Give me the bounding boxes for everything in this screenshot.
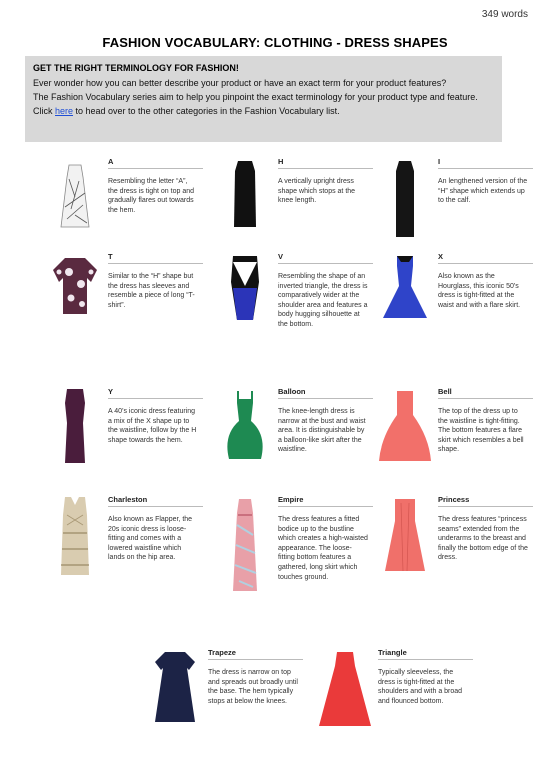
dress-description: A vertically upright dress shape which stops at the knee length. bbox=[278, 178, 356, 205]
princess-dress-icon bbox=[375, 495, 435, 595]
dress-name: Princess bbox=[438, 495, 533, 507]
intro-heading: GET THE RIGHT TERMINOLOGY FOR FASHION! bbox=[33, 63, 239, 73]
bell-dress-icon bbox=[375, 387, 435, 487]
i-dress-icon bbox=[375, 157, 435, 257]
trapeze-dress-icon bbox=[145, 648, 205, 748]
empire-dress-icon bbox=[215, 495, 275, 595]
dress-description: The dress is narrow on top and spreads out broadly until the base. The hem typically stops at below the knees. bbox=[208, 669, 298, 705]
triangle-dress-icon bbox=[315, 648, 375, 748]
dress-description: Also known as Flapper, the 20s iconic dress is loose-fitting and comes with a lowered waistline which lands on the hip area. bbox=[108, 516, 193, 562]
dress-description: Also known as the Hourglass, this iconic 50’s dress is tight-fitted at the waist and with a flare skirt. bbox=[438, 273, 521, 309]
intro-line-3-pre: Click bbox=[33, 106, 55, 116]
intro-box bbox=[25, 56, 502, 142]
dress-description: A 40’s iconic dress featuring a mix of the X shape up to the waistline, follow by the H shape towards the hem. bbox=[108, 408, 197, 444]
h-dress-icon bbox=[215, 157, 275, 257]
intro-line-2: The Fashion Vocabulary series aim to help you pinpoint the exact terminology for your product type and feature. bbox=[33, 92, 478, 102]
page-title: FASHION VOCABULARY: CLOTHING - DRESS SHAPES bbox=[102, 35, 448, 50]
dress-name: Bell bbox=[438, 387, 533, 399]
word-count: 349 words bbox=[481, 9, 528, 20]
categories-link[interactable]: here bbox=[55, 106, 74, 116]
dress-description: The dress features a fitted bodice up to the bustline which creates a high-waisted appearance. The loose-fitting bottom features a gathered, long skirt which touches ground. bbox=[278, 516, 368, 581]
intro-line-3 bbox=[33, 104, 494, 118]
dress-description: Typically sleeveless, the dress is tight-fitted at the shoulders and with a broad and flounced bottom. bbox=[378, 669, 463, 705]
dress-description: The dress features “princess seams” extended from the underarms to the breast and finally the bottom edge of the dress. bbox=[438, 516, 528, 562]
dress-description: The top of the dress up to the waistline is tight-fitting. The bottom features a flare skirt which resembles a bell shape. bbox=[438, 408, 524, 454]
x-dress-icon bbox=[375, 252, 435, 352]
dress-name: T bbox=[108, 252, 203, 264]
dress-name: Triangle bbox=[378, 648, 473, 660]
t-dress-icon bbox=[45, 252, 105, 352]
charleston-dress-icon bbox=[45, 495, 105, 595]
v-dress-icon bbox=[215, 252, 275, 352]
balloon-dress-icon bbox=[215, 387, 275, 487]
dress-description: The knee-length dress is narrow at the bust and waist area. It is distinguishable by a balloon-like skirt after the waistline. bbox=[278, 408, 366, 454]
dress-name: Balloon bbox=[278, 387, 373, 399]
dress-name: Y bbox=[108, 387, 203, 399]
dress-description: Similar to the “H” shape but the dress has sleeves and resemble a piece of long “T-shirt”. bbox=[108, 273, 195, 309]
dress-name: A bbox=[108, 157, 203, 169]
dress-name: Empire bbox=[278, 495, 373, 507]
dress-name: Trapeze bbox=[208, 648, 303, 660]
intro-line-1: Ever wonder how you can better describe your product or have an exact term for your product features? bbox=[33, 78, 447, 88]
dress-name: Charleston bbox=[108, 495, 203, 507]
dress-description: Resembling the shape of an inverted triangle, the dress is comparatively wider at the shoulder area and features a body hugging silhouette at the bottom. bbox=[278, 273, 368, 328]
dress-name: X bbox=[438, 252, 533, 264]
dress-description: An lengthened version of the “H” shape which extends up to the calf. bbox=[438, 178, 528, 205]
dress-name: I bbox=[438, 157, 533, 169]
intro-line-3-post: to head over to the other categories in the Fashion Vocabulary list. bbox=[73, 106, 340, 116]
a-line-dress-icon bbox=[45, 157, 105, 257]
y-dress-icon bbox=[45, 387, 105, 487]
dress-name: V bbox=[278, 252, 373, 264]
dress-name: H bbox=[278, 157, 373, 169]
dress-description: Resembling the letter “A”, the dress is tight on top and gradually flares out towards the hem. bbox=[108, 178, 194, 214]
